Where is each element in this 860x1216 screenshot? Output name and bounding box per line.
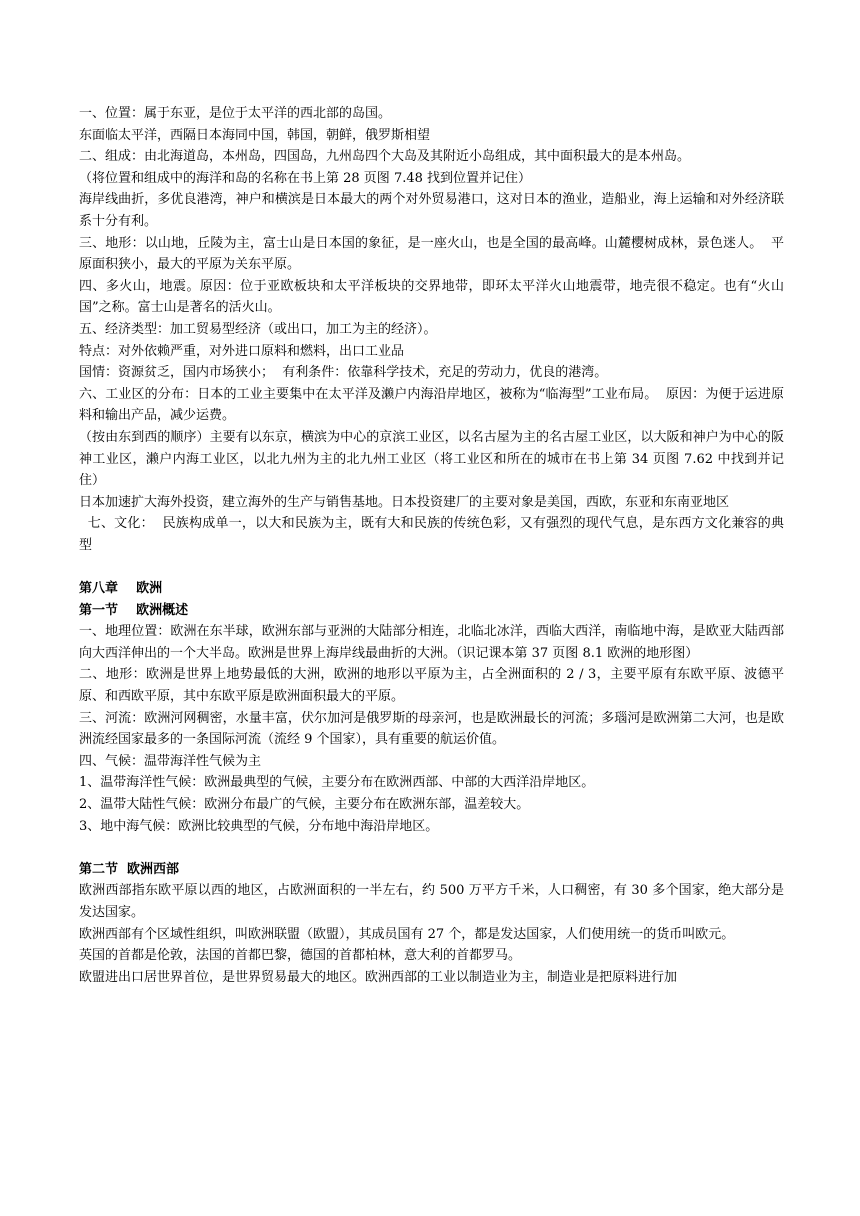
western-europe-eu: 欧洲西部有个区域性组织，叫欧洲联盟（欧盟），其成员国有 27 个，都是发达国家，人们使用统一的货币叫欧元。: [79, 926, 735, 942]
europe-climate-item: 1、温带海洋性气候：欧洲最典型的气候，主要分布在欧洲西部、中部的大西洋沿岸地区。: [79, 775, 595, 791]
spacer: [79, 556, 784, 578]
europe-terrain: 二、地形：欧洲是世界上地势最低的大洲，欧洲的地形以平原为主，占全洲面积的 2 / 3，主要平原有东欧平原、波德平原、和西欧平原，其中东欧平原是欧洲面积最大的平原。: [79, 667, 784, 705]
japan-coastline: 海岸线曲折，多优良港湾，神户和横滨是日本最大的两个对外贸易港口，这对日本的渔业，造船业，海上运输和对外经济联系十分有利。: [79, 192, 784, 229]
europe-climate-item: 2、温带大陆性气候：欧洲分布最广的气候，主要分布在欧洲东部，温差较大。: [79, 797, 530, 812]
japan-neighbors: 东面临太平洋，西隔日本海同中国，韩国，朝鲜，俄罗斯相望: [79, 127, 431, 143]
document-page: [79, 103, 784, 988]
section-heading: 第二节 欧洲西部: [79, 861, 180, 877]
japan-national-conditions: 国情：资源贫乏，国内市场狭小； 有利条件：依靠科学技术，充足的劳动力，优良的港湾。: [79, 365, 608, 381]
japan-volcanoes: 四、多火山，地震。原因：位于亚欧板块和太平洋板块的交界地带，即环太平洋火山地震带，地壳很不稳定。也有“火山国”之称。富士山是著名的活火山。: [79, 278, 784, 316]
japan-location: 一、位置：属于东亚，是位于太平洋的西北部的岛国。: [79, 106, 392, 121]
japan-terrain: 三、地形：以山地，丘陵为主，富士山是日本国的象征，是一座火山，也是全国的最高峰。山麓樱树成林，景色迷人。 平原面积狭小，最大的平原为关东平原。: [79, 235, 784, 273]
chapter-heading: 第八章 欧洲: [79, 581, 163, 597]
japan-industrial-zones: （按由东到西的顺序）主要有以东京，横滨为中心的京滨工业区，以名古屋为主的名古屋工业区，以大阪和神户为中心的阪神工业区，濑户内海工业区，以北九州为主的北九州工业区（将工业区和所在的城市在书上第 34 页图 7.62 中找到并记住）: [79, 429, 784, 489]
europe-rivers: 三、河流：欧洲河网稠密，水量丰富，伏尔加河是俄罗斯的母亲河，也是欧洲最长的河流；多瑙河是欧洲第二大河，也是欧洲流经国家最多的一条国际河流（流经 9 个国家），具有重要的航运价值。: [79, 710, 784, 748]
western-europe-trade: 欧盟进出口居世界首位，是世界贸易最大的地区。欧洲西部的工业以制造业为主，制造业是把原料进行加: [79, 969, 678, 985]
western-europe-capitals: 英国的首都是伦敦，法国的首都巴黎，德国的首都柏林，意大利的首都罗马。: [79, 948, 522, 964]
japan-map-note: （将位置和组成中的海洋和岛的名称在书上第 28 页图 7.48 找到位置并记住）: [79, 170, 532, 186]
japan-economy-features: 特点：对外依赖严重，对外进口原料和燃料，出口工业品: [79, 343, 405, 359]
europe-location: 一、地理位置：欧洲在东半球，欧洲东部与亚洲的大陆部分相连，北临北冰洋，西临大西洋，南临地中海，是欧亚大陆西部向大西洋伸出的一个大半岛。欧洲是世界上海岸线最曲折的大洲。（识记课本第 37 页图 8.1 欧洲的地形图）: [79, 624, 784, 661]
japan-economy-type: 五、经济类型：加工贸易型经济（或出口，加工为主的经济）。: [79, 321, 437, 337]
japan-composition: 二、组成：由北海道岛，本州岛，四国岛，九州岛四个大岛及其附近小岛组成，其中面积最大的是本州岛。: [79, 149, 691, 165]
spacer: [79, 837, 784, 859]
europe-climate-item: 3、地中海气候：欧洲比较典型的气候，分布地中海沿岸地区。: [79, 818, 439, 834]
section-heading: 第一节 欧洲概述: [79, 602, 189, 618]
japan-overseas-investment: 日本加速扩大海外投资，建立海外的生产与销售基地。日本投资建厂的主要对象是美国，西欧，东亚和东南亚地区: [79, 494, 730, 510]
europe-climate: 四、气候：温带海洋性气候为主: [79, 753, 262, 769]
western-europe-overview: 欧洲西部指东欧平原以西的地区，占欧洲面积的一半左右，约 500 万平方千米，人口稠密，有 30 多个国家，绝大部分是发达国家。: [79, 883, 784, 920]
japan-industry-distribution: 六、工业区的分布：日本的工业主要集中在太平洋及濑户内海沿岸地区，被称为“临海型”工业布局。 原因：为便于运进原料和输出产品，减少运费。: [79, 386, 784, 424]
japan-culture: 七、文化： 民族构成单一，以大和民族为主，既有大和民族的传统色彩，又有强烈的现代气息，是东西方文化兼容的典型: [79, 516, 784, 553]
